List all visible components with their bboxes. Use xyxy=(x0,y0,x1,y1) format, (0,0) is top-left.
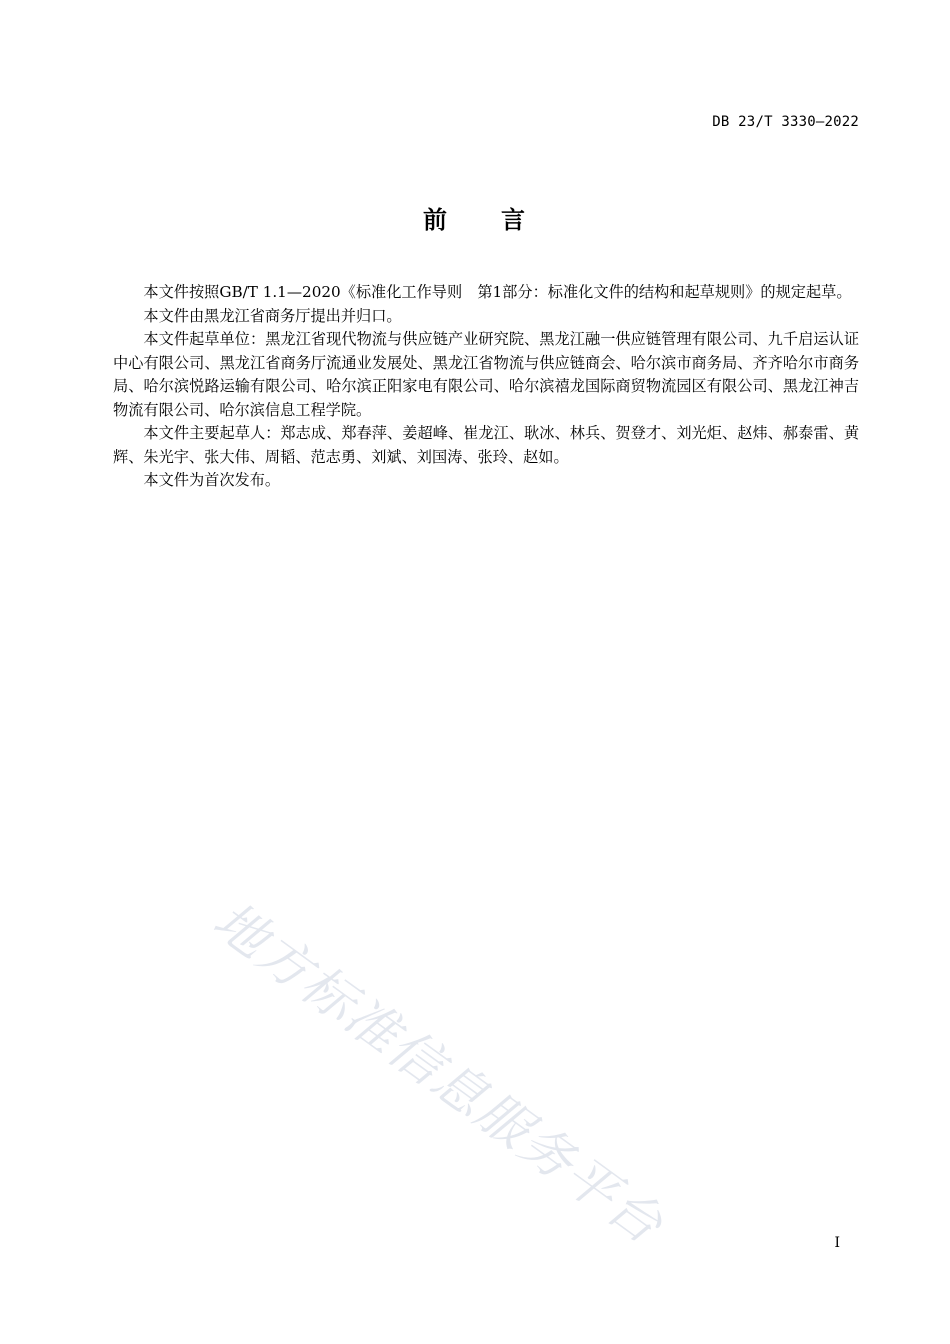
page-title: 前 言 xyxy=(423,206,527,234)
watermark: 地方标准信息服务平台 xyxy=(202,890,675,1257)
paragraph-drafting-basis: 本文件按照GB/T 1.1—2020《标准化工作导则 第1部分：标准化文件的结构和起草规则》的规定起草。 xyxy=(143,283,852,301)
paragraph-proposer: 本文件由黑龙江省商务厅提出并归口。 xyxy=(143,306,402,325)
paragraph-first-release: 本文件为首次发布。 xyxy=(143,471,281,489)
foreword-body xyxy=(113,281,859,493)
paragraph-drafting-units: 本文件起草单位：黑龙江省现代物流与供应链产业研究院、黑龙江融一供应链管理有限公司、九千启运认证中心有限公司、黑龙江省商务厅流通业发展处、黑龙江省物流与供应链商会、哈尔滨市商务局、齐齐哈尔市商务局、哈尔滨悦路运输有限公司、哈尔滨正阳家电有限公司、哈尔滨禧龙国际商贸物流园区有限公司、黑龙江神吉物流有限公司、哈尔滨信息工程学院。 xyxy=(113,330,859,419)
document-code: DB 23/T 3330—2022 xyxy=(712,114,859,130)
paragraph-drafters: 本文件主要起草人：郑志成、郑春萍、姜超峰、崔龙江、耿冰、林兵、贺登才、刘光炬、赵炜、郝泰雷、黄辉、朱光宇、张大伟、周韬、范志勇、刘斌、刘国涛、张玲、赵如。 xyxy=(113,424,859,466)
page-number: I xyxy=(834,1235,840,1251)
